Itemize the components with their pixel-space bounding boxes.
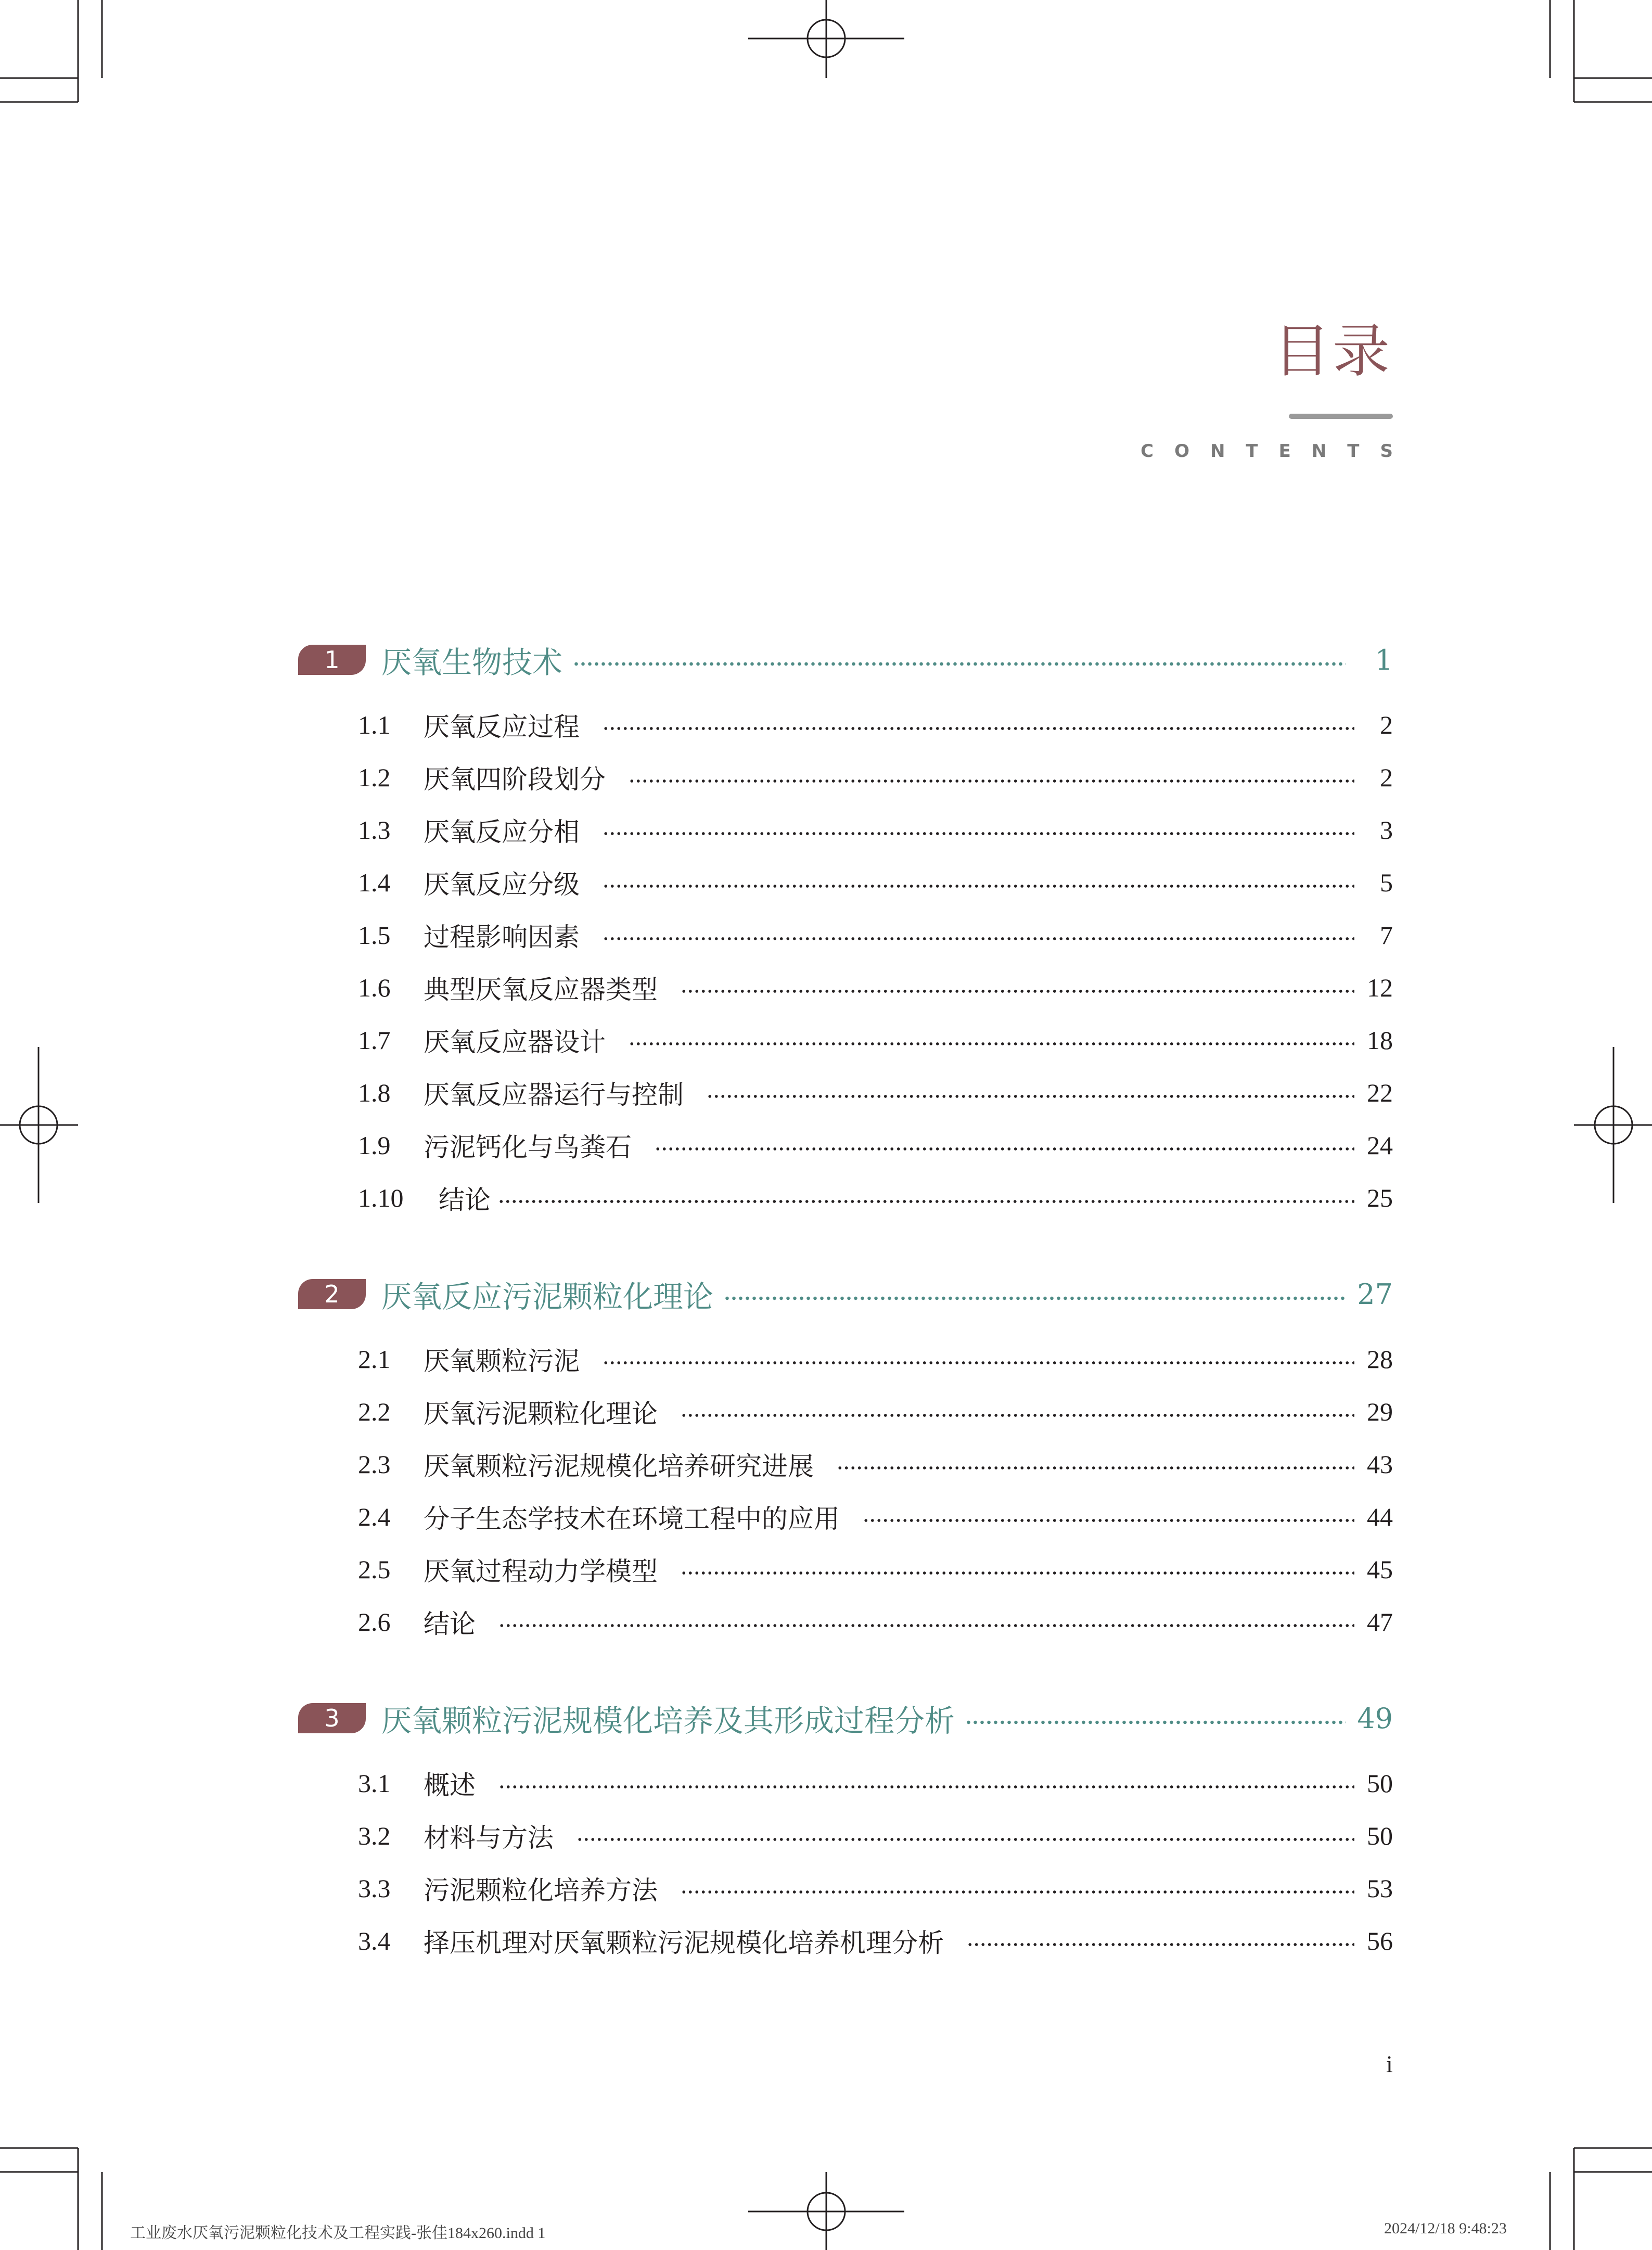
section-number: 3.1 (358, 1769, 391, 1798)
section-number: 2.1 (358, 1345, 391, 1374)
dot-leader (603, 832, 1354, 836)
section-title: 厌氧污泥颗粒化理论 (424, 1399, 658, 1429)
chapter-page-number: 49 (1357, 1702, 1393, 1735)
section-title: 厌氧颗粒污泥规模化培养研究进展 (424, 1451, 814, 1481)
section-title: 典型厌氧反应器类型 (424, 975, 658, 1005)
toc-chapter-3[interactable] (298, 1697, 1393, 1739)
dot-leader (603, 937, 1354, 941)
section-page-number: 12 (1367, 973, 1393, 1002)
dot-leader (498, 1623, 1354, 1628)
dot-leader (681, 1413, 1354, 1417)
section-page-number: 47 (1367, 1607, 1393, 1637)
section-number: 2.3 (358, 1450, 391, 1479)
section-page-number: 18 (1367, 1026, 1393, 1055)
dot-leader (573, 662, 1346, 666)
section-number: 1.8 (358, 1078, 391, 1107)
section-title: 结论 (439, 1185, 491, 1215)
section-number: 3.2 (358, 1821, 391, 1850)
section-number: 1.5 (358, 921, 391, 950)
toc-chapter-1[interactable] (298, 639, 1393, 681)
section-page-number: 22 (1367, 1078, 1393, 1107)
section-page-number: 28 (1367, 1345, 1393, 1374)
section-page-number: 45 (1367, 1555, 1393, 1584)
toc-section-2-3[interactable] (358, 1446, 1393, 1482)
toc-section-1-7[interactable] (358, 1022, 1393, 1058)
toc-section-1-5[interactable] (358, 917, 1393, 953)
dot-leader (603, 884, 1354, 888)
section-title: 污泥颗粒化培养方法 (424, 1875, 658, 1906)
section-title: 厌氧反应过程 (424, 712, 580, 742)
chapter-page-number: 27 (1357, 1277, 1393, 1311)
section-title: 厌氧颗粒污泥 (424, 1346, 580, 1376)
toc-section-1-6[interactable] (358, 969, 1393, 1006)
toc-section-2-1[interactable] (358, 1341, 1393, 1377)
section-page-number: 29 (1367, 1397, 1393, 1426)
toc-section-1-8[interactable] (358, 1075, 1393, 1111)
chapter-number-badge: 1 (298, 645, 366, 675)
section-page-number: 7 (1380, 921, 1393, 950)
title-underline (1289, 414, 1393, 419)
dot-leader (629, 779, 1354, 783)
section-title: 材料与方法 (424, 1823, 554, 1853)
section-number: 1.3 (358, 815, 391, 845)
section-number: 3.3 (358, 1874, 391, 1903)
chapter-number-badge: 3 (298, 1703, 366, 1733)
chapter-title: 厌氧生物技术 (381, 645, 563, 680)
page-title: 目录 (1273, 318, 1392, 385)
chapter-number-badge: 2 (298, 1279, 366, 1309)
section-number: 2.5 (358, 1555, 391, 1584)
section-page-number: 2 (1380, 710, 1393, 739)
dot-leader (681, 1571, 1354, 1575)
section-title: 污泥钙化与鸟粪石 (424, 1132, 632, 1162)
section-title: 厌氧反应分级 (424, 870, 580, 900)
toc-section-1-3[interactable] (358, 812, 1393, 848)
section-title: 厌氧反应器运行与控制 (424, 1080, 684, 1110)
dot-leader (967, 1942, 1354, 1947)
section-title: 概述 (424, 1770, 476, 1800)
toc-section-2-4[interactable] (358, 1499, 1393, 1535)
page-number: i (1386, 2051, 1393, 2077)
section-page-number: 56 (1367, 1926, 1393, 1955)
print-slug-filename: 工业废水厌氧污泥颗粒化技术及工程实践-张佳184x260.indd 1 (130, 2225, 546, 2242)
section-number: 3.4 (358, 1926, 391, 1955)
dot-leader (629, 1042, 1354, 1046)
dot-leader (681, 989, 1354, 993)
section-number: 2.4 (358, 1502, 391, 1531)
section-title: 择压机理对厌氧颗粒污泥规模化培养机理分析 (424, 1928, 944, 1958)
section-page-number: 50 (1367, 1821, 1393, 1850)
section-title: 厌氧反应器设计 (424, 1027, 606, 1057)
section-number: 1.10 (358, 1183, 404, 1212)
toc-section-1-1[interactable] (358, 707, 1393, 743)
section-number: 1.9 (358, 1131, 391, 1160)
section-page-number: 53 (1367, 1874, 1393, 1903)
section-title: 分子生态学技术在环境工程中的应用 (424, 1504, 840, 1534)
toc-section-3-3[interactable] (358, 1870, 1393, 1907)
section-page-number: 25 (1367, 1183, 1393, 1212)
dot-leader (681, 1890, 1354, 1894)
toc-section-2-6[interactable] (358, 1604, 1393, 1640)
section-page-number: 44 (1367, 1502, 1393, 1531)
chapter-title: 厌氧颗粒污泥规模化培养及其形成过程分析 (381, 1703, 955, 1738)
section-page-number: 2 (1380, 763, 1393, 792)
toc-section-3-2[interactable] (358, 1818, 1393, 1854)
section-page-number: 43 (1367, 1450, 1393, 1479)
toc-section-3-1[interactable] (358, 1765, 1393, 1801)
print-slug-timestamp: 2024/12/18 9:48:23 (1384, 2220, 1507, 2237)
section-number: 1.1 (358, 710, 391, 739)
section-title: 厌氧四阶段划分 (424, 764, 606, 795)
dot-leader (603, 726, 1354, 731)
section-title: 厌氧过程动力学模型 (424, 1556, 658, 1587)
section-title: 结论 (424, 1609, 476, 1639)
toc-chapter-2[interactable] (298, 1273, 1393, 1315)
toc-section-1-2[interactable] (358, 759, 1393, 796)
toc-section-1-10[interactable] (358, 1180, 1393, 1216)
toc-section-2-2[interactable] (358, 1394, 1393, 1430)
dot-leader (577, 1837, 1354, 1842)
dot-leader (965, 1720, 1346, 1724)
toc-section-3-4[interactable] (358, 1923, 1393, 1959)
section-number: 1.7 (358, 1026, 391, 1055)
dot-leader (863, 1518, 1354, 1523)
dot-leader (724, 1296, 1346, 1300)
section-title: 厌氧反应分相 (424, 817, 580, 847)
section-page-number: 5 (1380, 868, 1393, 897)
dot-leader (655, 1147, 1354, 1151)
chapter-page-number: 1 (1375, 643, 1393, 676)
section-number: 2.2 (358, 1397, 391, 1426)
toc-section-2-5[interactable] (358, 1551, 1393, 1588)
page-subtitle: CONTENTS (1141, 441, 1414, 462)
toc-section-1-9[interactable] (358, 1127, 1393, 1164)
section-number: 1.4 (358, 868, 391, 897)
dot-leader (603, 1361, 1354, 1365)
dot-leader (498, 1199, 1354, 1204)
section-title: 过程影响因素 (424, 922, 580, 952)
chapter-title: 厌氧反应污泥颗粒化理论 (381, 1279, 714, 1314)
dot-leader (707, 1094, 1354, 1098)
section-page-number: 50 (1367, 1769, 1393, 1798)
toc-section-1-4[interactable] (358, 864, 1393, 901)
section-page-number: 24 (1367, 1131, 1393, 1160)
section-number: 1.2 (358, 763, 391, 792)
section-page-number: 3 (1380, 815, 1393, 845)
section-number: 1.6 (358, 973, 391, 1002)
dot-leader (837, 1466, 1354, 1470)
section-number: 2.6 (358, 1607, 391, 1637)
dot-leader (498, 1785, 1354, 1789)
